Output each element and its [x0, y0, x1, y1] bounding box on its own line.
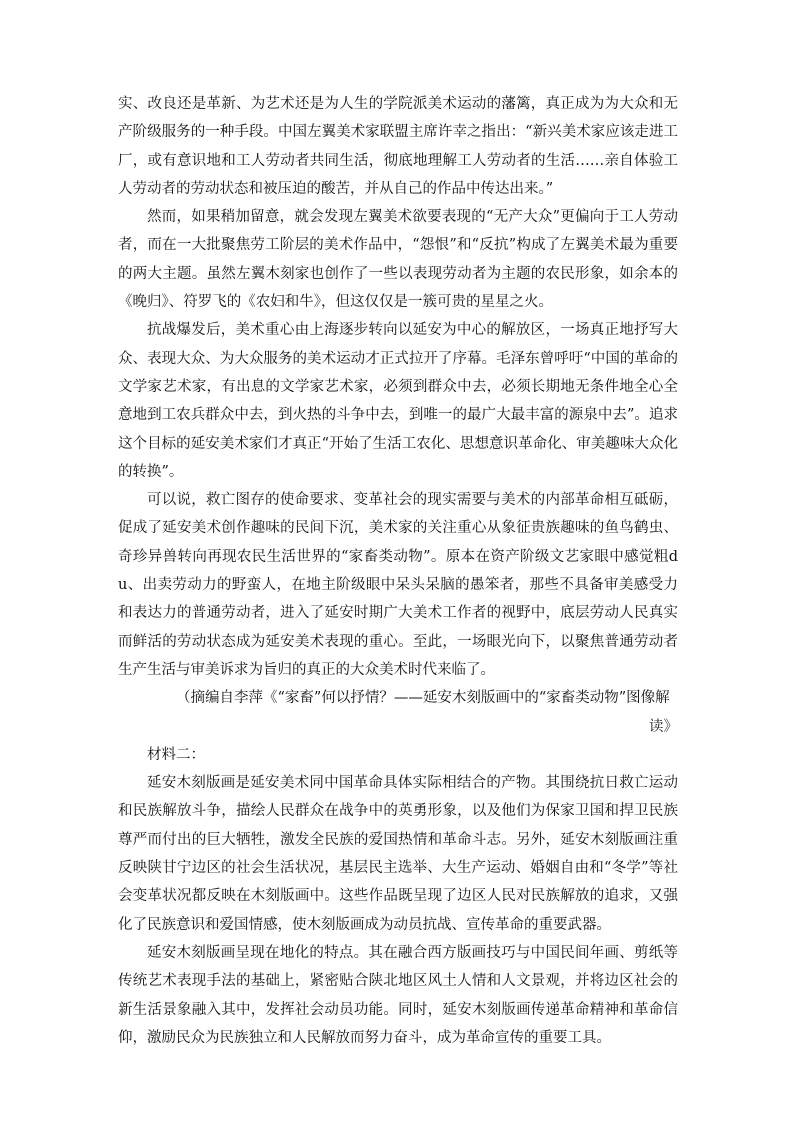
paragraph-woodcut-revolution: 延安木刻版画是延安美术同中国革命具体实际相结合的产物。其围绕抗日救亡运动和民族解放斗争，描绘人民群众在战争中的英勇形象，以及他们为保家卫国和捍卫民族尊严而付出的巨大牺牲，激发全民族的爱国热情和革命斗志。另外，延安木刻版画注重反映陕甘宁边区的社会生活状况，基层民主选举、大生产运动、婚姻自由和“冬学”等社会变革状况都反映在木刻版画中。这些作品既呈现了边区人民对民族解放的追求，又强化了民族意识和爱国情感，使木刻版画成为动员抗战、宣传革命的重要武器。 — [118, 775, 678, 933]
paragraph-proletarian-masses: 然而，如果稍加留意，就会发现左翼美术欲要表现的“无产大众”更偏向于工人劳动者，而在一大批聚焦劳工阶层的美术作品中，“怨恨”和“反抗”构成了左翼美术最为重要的两大主题。虽然左翼木刻家也创作了一些以表现劳动者为主题的农民形象，如余本的《晚归》、符罗飞的《农妇和牛》，但这仅仅是一簇可贵的星星之火。 — [118, 209, 678, 311]
source-citation — [118, 684, 678, 741]
paragraph-woodcut-localization: 延安木刻版画呈现在地化的特点。其在融合西方版画技巧与中国民间年画、剪纸等传统艺术表现手法的基础上，紧密贴合陕北地区风土人情和人文景观，并将边区社会的新生活景象融入其中，发挥社会动员功能。同时，延安木刻版画传递革命精神和革命信仰，激励民众为民族独立和人民解放而努力奋斗，成为革命宣传的重要工具。 — [118, 944, 678, 1046]
source-citation-line1: （摘编自李萍《“家畜”何以抒情？——延安木刻版画中的“家畜类动物”图像解 — [176, 690, 670, 707]
material-two-heading: 材料二： — [147, 746, 205, 763]
document-page — [118, 90, 678, 1052]
paragraph-leftists-continuation: 实、改良还是革新、为艺术还是为人生的学院派美术运动的藩篱，真正成为为大众和无产阶级服务的一种手段。中国左翼美术家联盟主席许幸之指出：“新兴美术家应该走进工厂，或有意识地和工人劳动者共同生活，彻底地理解工人劳动者的生活……亲自体验工人劳动者的劳动状态和被压迫的酸苦，并从自己的作品中传达出来。” — [118, 96, 678, 197]
source-citation-line2: 读》 — [649, 718, 678, 735]
paragraph-folk-turn: 可以说，救亡图存的使命要求、变革社会的现实需要与美术的内部革命相互砥砺，促成了延安美术创作趣味的民间下沉，美术家的关注重心从象征贵族趣味的鱼鸟鹤虫、奇珍异兽转向再现农民生活世界的“家畜类动物”。原本在资产阶级文艺家眼中感觉粗du、出卖劳动力的野蛮人，在地主阶级眼中呆头呆脑的愚笨者，那些不具备审美感受力和表达力的普通劳动者，进入了延安时期广大美术工作者的视野中，底层劳动人民真实而鲜活的劳动状态成为延安美术表现的重心。至此，一场眼光向下，以聚焦普通劳动者生产生活与审美诉求为旨归的真正的大众美术时代来临了。 — [118, 492, 678, 678]
paragraph-yanan-shift: 抗战爆发后，美术重心由上海逐步转向以延安为中心的解放区，一场真正地抒写大众、表现大众、为大众服务的美术运动才正式拉开了序幕。毛泽东曾呼吁“中国的革命的文学家艺术家，有出息的文学家艺术家，必须到群众中去，必须长期地无条件地全心全意地到工农兵群众中去，到火热的斗争中去，到唯一的最广大最丰富的源泉中去”。追求这个目标的延安美术家们才真正“开始了生活工农化、思想意识革命化、审美趣味大众化的转换”。 — [118, 322, 678, 480]
